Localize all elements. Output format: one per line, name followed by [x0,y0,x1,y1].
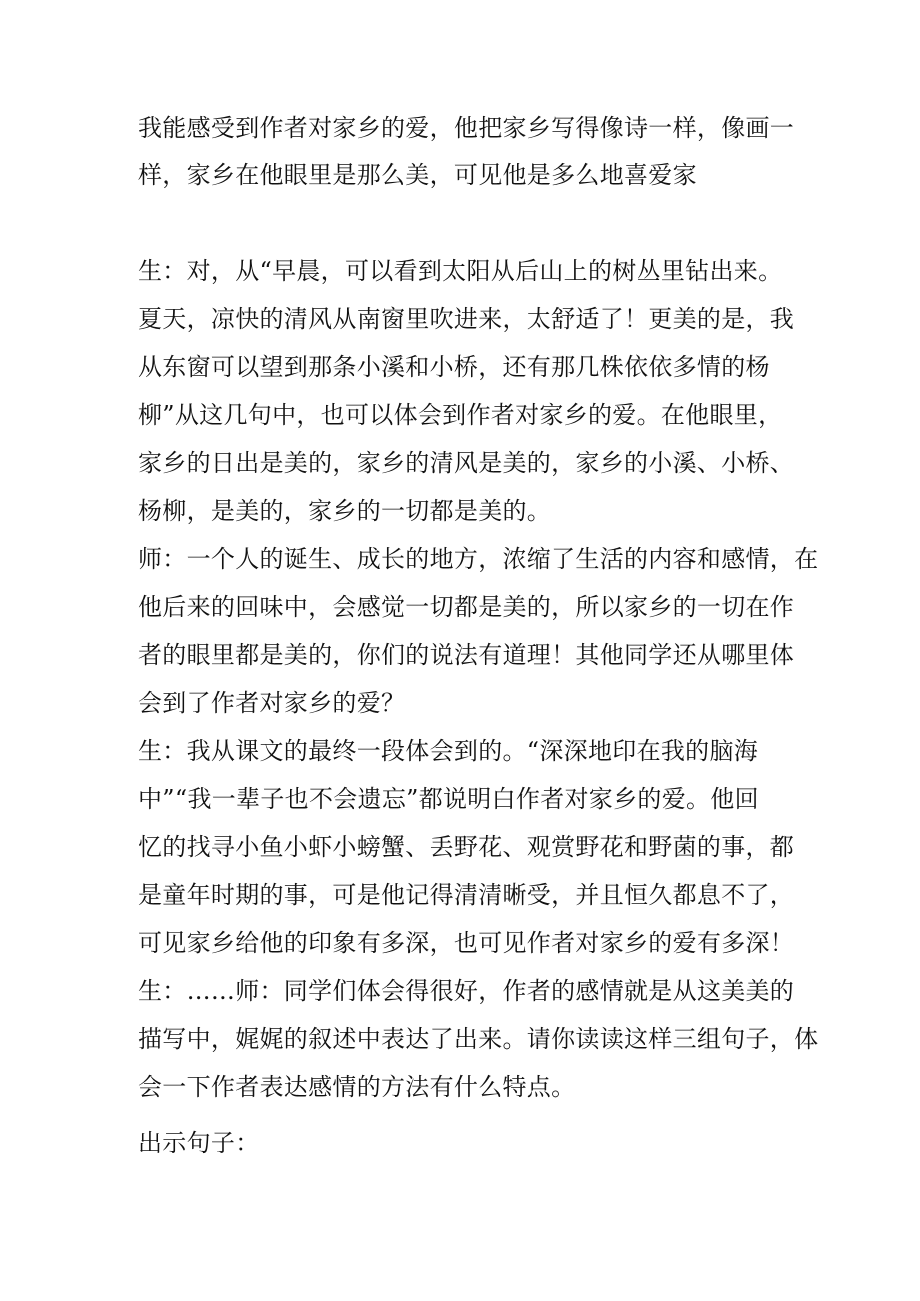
text-line: 描写中，娓娓的叙述中表达了出来。请你读读这样三组句子，体 [138,1025,819,1053]
text-line: 可见家乡给他的印象有多深，也可见作者对家乡的爱有多深！ [138,929,795,957]
text-line: 生：……师：同学们体会得很好，作者的感情就是从这美美的 [138,977,795,1005]
text-line: 样，家乡在他眼里是那么美，可见他是多么地喜爱家 [138,161,697,189]
text-line: 杨柳，是美的，家乡的一切都是美的。 [138,497,552,525]
text-line: 我能感受到作者对家乡的爱，他把家乡写得像诗一样，像画一 [138,114,795,142]
text-line: 出示句子： [138,1129,260,1157]
text-line: 夏天，凉快的清风从南窗里吹进来，太舒适了！更美的是，我 [138,305,795,333]
text-line: 生：我从课文的最终一段体会到的。“深深地印在我的脑海 [138,737,759,765]
text-line: 忆的找寻小鱼小虾小螃蟹、丢野花、观赏野花和野菌的事，都 [138,833,795,861]
text-line: 会到了作者对家乡的爱？ [138,689,406,717]
text-line: 柳”从这几句中，也可以体会到作者对家乡的爱。在他眼里， [138,401,783,429]
text-line: 是童年时期的事，可是他记得清清晰受，并且恒久都息不了， [138,881,795,909]
text-line: 会一下作者表达感情的方法有什么特点。 [138,1073,576,1101]
text-line: 从东窗可以望到那条小溪和小桥，还有那几株依依多情的杨 [138,353,770,381]
text-line: 者的眼里都是美的，你们的说法有道理！其他同学还从哪里体 [138,641,795,669]
text-line: 师：一个人的诞生、成长的地方，浓缩了生活的内容和感情，在 [138,545,819,573]
text-line: 中”“我一辈子也不会遗忘”都说明白作者对家乡的爱。他回 [138,785,759,813]
text-line: 家乡的日出是美的，家乡的清风是美的，家乡的小溪、小桥、 [138,449,795,477]
text-line: 他后来的回味中，会感觉一切都是美的，所以家乡的一切在作 [138,593,795,621]
text-line: 生：对，从“早晨，可以看到太阳从后山上的树丛里钻出来。 [138,257,783,285]
